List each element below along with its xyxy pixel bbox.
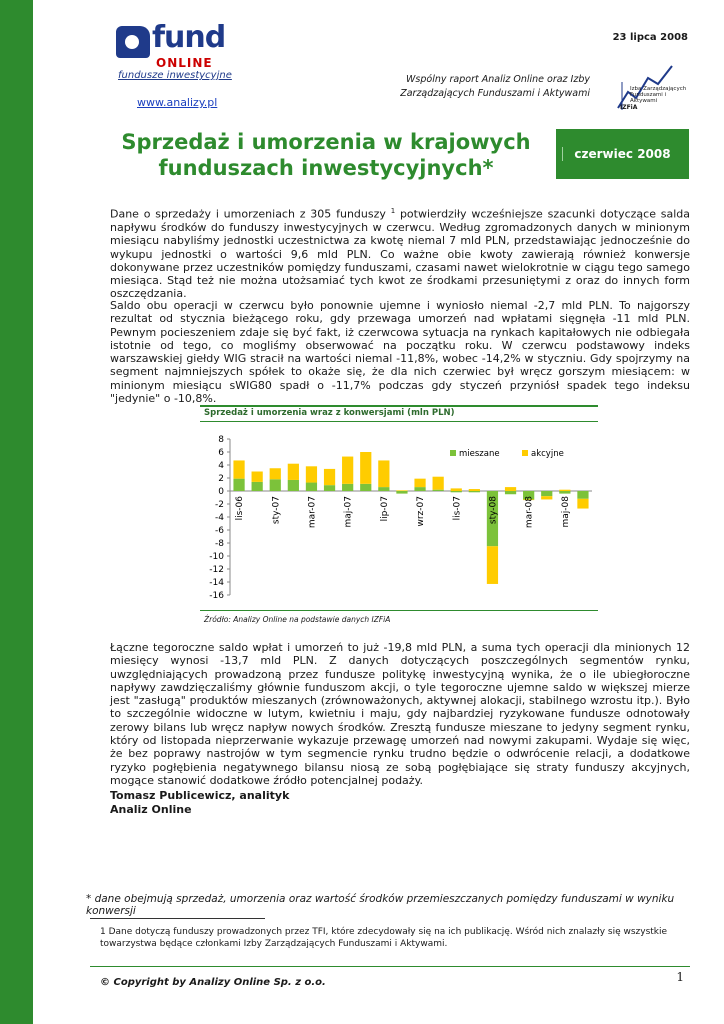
bar-mieszane — [541, 491, 552, 496]
logo-subtitle: fundusze inwestycyjne — [118, 70, 232, 81]
y-tick-label: -8 — [215, 539, 224, 549]
chart-caption: Sprzedaż i umorzenia wraz z konwersjami (mln PLN) — [204, 408, 455, 418]
y-tick-label: -6 — [215, 526, 224, 536]
x-tick-label: lip-07 — [379, 496, 390, 522]
y-tick-label: -12 — [209, 565, 224, 575]
paragraph-2: Saldo obu operacji w czerwcu było ponownie ujemne i wyniosło niemal -2,7 mld PLN. To najgorszy rezultat od stycznia bieżącego roku, gdy przewaga umorzeń nad wpłatami sięgnęła -11 mld PLN. Pewnym pocieszeniem zdaje się być fakt, iż czerwcowa sytuacja na rynkach kapitałowych nie odbiegała istotnie od tego, co mogliśmy obserwować na początku roku. W czerwcu podstawowy indeks warszawskiej giełdy WIG stracił na wartości niemal -11,8%, wobec -14,2% w styczniu. Gdy spojrzymy na segment najmniejszych spółek to okaże się, że dla nich czerwiec był wręcz gorszym miesiącem: w minionym miesiącu sWIG80 spadł o -11,7% podczas gdy styczeń przyniósł spadek tego indeksu "jedynie" o -10,8%. — [110, 299, 690, 406]
izfia-logo — [614, 62, 686, 114]
author-org: Analiz Online — [110, 803, 192, 816]
izfia-abbr: IZFiA — [620, 104, 638, 111]
bar-akcyjne — [288, 464, 299, 480]
paragraph-1-start: Dane o sprzedaży i umorzeniach z 305 funduszy — [110, 207, 391, 221]
y-tick-label: -14 — [209, 578, 224, 588]
bar-akcyjne — [414, 479, 425, 487]
chart-panel — [200, 405, 598, 627]
y-tick-label: 2 — [218, 474, 224, 484]
green-sidebar — [0, 0, 33, 1024]
izfia-name: Izba Zarządzających Funduszami i Aktywami — [630, 86, 687, 104]
chart-source: Źródło: Analizy Online na podstawie danych IZFiA — [204, 615, 391, 624]
bar-mieszane — [306, 483, 317, 491]
footnote-rule — [90, 918, 265, 919]
author-block — [110, 789, 289, 817]
x-tick-label: maj-07 — [343, 496, 354, 528]
bar-akcyjne — [559, 490, 570, 491]
bar-mieszane — [378, 487, 389, 491]
bar-akcyjne — [270, 468, 281, 479]
y-tick-label: 6 — [218, 448, 224, 458]
x-tick-label: wrz-07 — [416, 496, 427, 527]
legend-label-mieszane: mieszane — [459, 449, 500, 459]
x-tick-label: sty-08 — [488, 496, 499, 525]
footnote: 1 Dane dotyczą funduszy prowadzonych przez TFI, które zdecydowały się na ich publikację. Wśród nich znalazły się wszystkie towarzystwa będące członkami Izby Zarządzających Funduszami i Aktywami. — [100, 927, 668, 949]
y-tick-label: 4 — [218, 461, 224, 471]
x-tick-label: mar-08 — [524, 496, 535, 529]
bar-akcyjne — [378, 460, 389, 487]
y-tick-label: -4 — [215, 513, 224, 523]
bar-akcyjne — [433, 477, 444, 490]
page-title: Sprzedaż i umorzenia w krajowych funduszach inwestycyjnych* — [121, 130, 531, 180]
x-tick-label: sty-07 — [271, 496, 282, 525]
y-tick-label: -16 — [209, 591, 224, 601]
joint-report-text: Wspólny raport Analiz Online oraz Izby Zarządzających Funduszami i Aktywami — [400, 74, 590, 99]
bar-mieszane — [559, 491, 570, 494]
x-tick-label: lis-07 — [452, 496, 463, 521]
bar-chart — [200, 425, 598, 609]
x-tick-label: maj-08 — [560, 496, 571, 528]
bar-mieszane — [433, 490, 444, 491]
paragraph-1-rest: potwierdziły wcześniejsze szacunki dotyczące salda napływu środków do funduszy inwestycyjnych w czerwcu. Według zgromadzonych danych w minionym miesiącu nabyliśmy jednostki uczestnictwa za kwotę niemal 7 mld PLN, przedstawiając jednocześnie do wykupu jednostki o wartości 9,6 mld PLN. Co ważne obie kwoty zawierają również konwersje dokonywane przez uczestników pomiędzy funduszami, czasami nawet wielokrotnie w ciągu tego samego miesiąca. Stąd też nie można utożsamiać tych kwot ze środkami przesuniętymi z oraz do innych form oszczędzania. — [110, 207, 691, 301]
bar-mieszane — [360, 484, 371, 491]
chart-bottom-rule — [200, 610, 598, 611]
bar-akcyjne — [487, 546, 498, 584]
bar-akcyjne — [306, 466, 317, 482]
bar-mieszane — [396, 491, 407, 494]
bar-mieszane — [270, 479, 281, 491]
chart-caption-rule — [200, 421, 598, 422]
paragraph-1 — [110, 205, 690, 301]
month-box — [556, 129, 689, 179]
bar-akcyjne — [505, 487, 516, 491]
bar-akcyjne — [233, 460, 244, 478]
legend-swatch-akcyjne — [522, 450, 528, 456]
bar-mieszane — [451, 491, 462, 492]
data-note: * dane obejmują sprzedaż, umorzenia oraz wartość środków przemieszczanych pomiędzy funduszami w wyniku konwersji — [86, 893, 675, 917]
legend-swatch-mieszane — [450, 450, 456, 456]
bar-mieszane — [577, 491, 588, 499]
logo-word: fund — [152, 20, 226, 55]
bar-mieszane — [233, 479, 244, 491]
author-name: Tomasz Publicewicz, analityk — [110, 789, 290, 802]
bar-mieszane — [324, 485, 335, 491]
chart-top-rule — [200, 405, 598, 407]
x-tick-label: lis-06 — [235, 496, 246, 521]
bar-akcyjne — [252, 472, 263, 482]
month-label: czerwiec 2008 — [574, 147, 671, 161]
bar-akcyjne — [396, 490, 407, 491]
bar-akcyjne — [541, 496, 552, 499]
bar-mieszane — [469, 491, 480, 492]
website-link[interactable]: www.analizy.pl — [137, 96, 218, 109]
y-tick-label: 0 — [218, 487, 224, 497]
bar-akcyjne — [577, 499, 588, 509]
y-tick-label: -2 — [215, 500, 224, 510]
y-tick-label: -10 — [209, 552, 224, 562]
legend-label-akcyjne: akcyjne — [531, 449, 564, 459]
bar-mieszane — [505, 491, 516, 494]
bar-akcyjne — [342, 457, 353, 484]
bar-mieszane — [414, 487, 425, 491]
report-date: 23 lipca 2008 — [612, 32, 688, 43]
logo-mark-icon — [116, 26, 150, 58]
footer-rule — [90, 966, 690, 967]
bar-akcyjne — [451, 488, 462, 491]
paragraph-3: Łączne tegoroczne saldo wpłat i umorzeń to już -19,8 mld PLN, a suma tych operacji dla minionych 12 miesięcy wynosi -13,7 mld PLN. Z danych dotyczących poszczególnych segmentów rynku, uwzględniających prowadzoną przez fundusze politykę inwestycyjną wynika, że o ile ubiegłoroczne napływy zawdzięczaliśmy głównie funduszom akcji, o tyle tegoroczne ujemne saldo w większej mierze jest "zasługą" produktów mieszanych (zrównoważonych, aktywnej alokacji, stabilnego wzrostu itp.). Było to szczególnie widoczne w lutym, kwietniu i maju, gdy najbardziej ryzykowane fundusze odnotowały zerowy bilans lub wręcz napływ nowych środków. Zresztą fundusze mieszane to jedyny segment rynku, który od listopada nieprzerwanie wykazuje przewagę umorzeń nad nowymi zakupami. Wydaje się więc, że bez poprawy nastrojów w tym segmencie rynku trudno będzie o odwrócenie relacji, a dodatkowe ryzyko pogłębienia negatywnego bilansu niosą ze sobą pogłębiające się straty funduszy akcyjnych, mogące stanowić dodatkowe źródło potencjalnej podaży. — [110, 641, 690, 787]
page-number: 1 — [676, 970, 684, 984]
y-tick-label: 8 — [218, 435, 224, 445]
bar-mieszane — [342, 484, 353, 491]
bar-akcyjne — [360, 452, 371, 484]
bar-akcyjne — [469, 489, 480, 491]
footnote-ref: 1 — [390, 207, 396, 215]
logo-online: ONLINE — [156, 56, 213, 70]
bar-akcyjne — [324, 469, 335, 485]
copyright: © Copyright by Analizy Online Sp. z o.o. — [100, 977, 326, 988]
bar-mieszane — [252, 482, 263, 491]
x-tick-label: mar-07 — [307, 496, 318, 529]
bar-mieszane — [288, 480, 299, 491]
fund-online-logo — [116, 20, 246, 88]
